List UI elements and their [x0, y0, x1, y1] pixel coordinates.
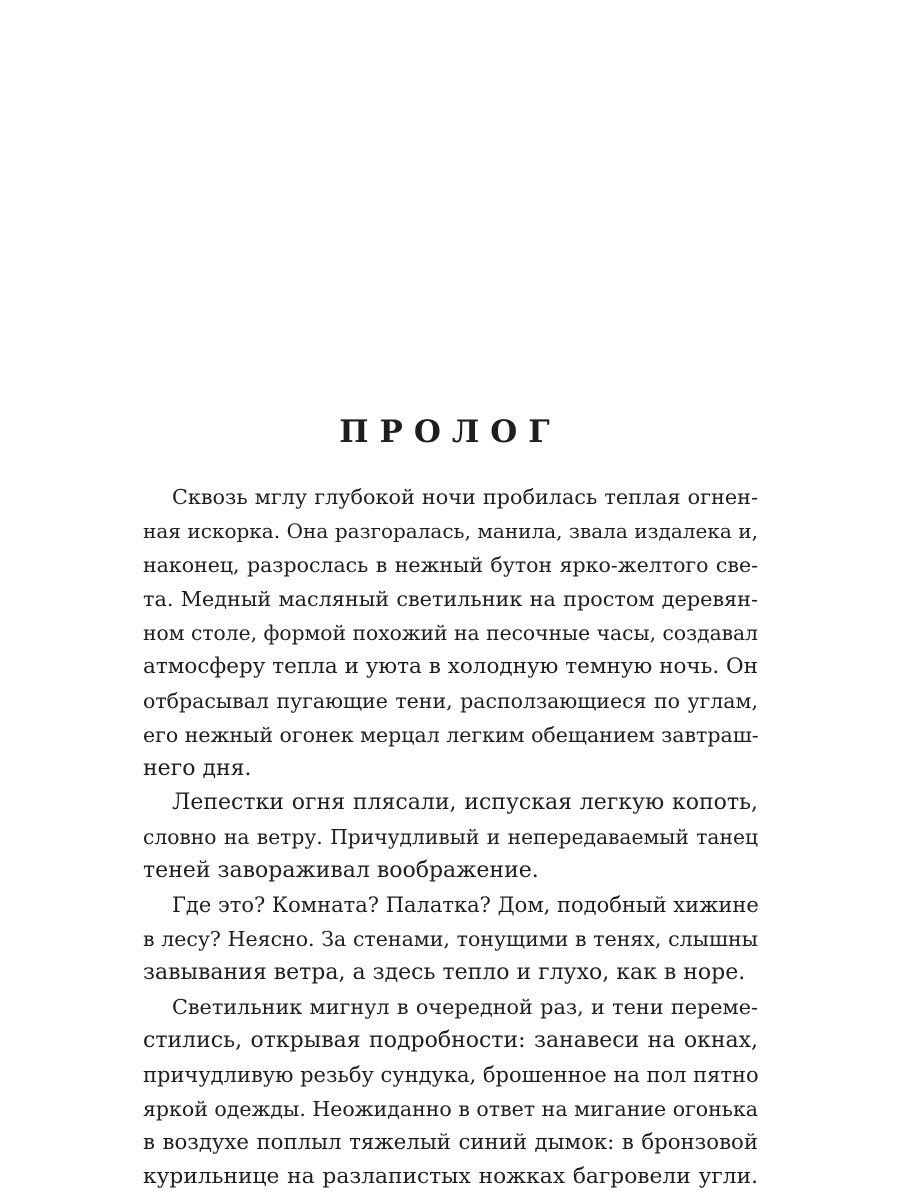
- text-line: стились, открывая подробности: занавеси на окнах,: [143, 1028, 758, 1053]
- text-line: словно на ветру. Причудливый и непередаваемый танец: [143, 825, 758, 849]
- text-line: него дня.: [143, 756, 252, 781]
- text-line: ном столе, формой похожий на песочные часы, создавал: [143, 621, 758, 645]
- text-line: теней завораживал воображение.: [143, 858, 539, 883]
- text-line: атмосферу тепла и уюта в холодную темную ночь. Он: [143, 654, 758, 679]
- text-line: отбрасывал пугающие тени, расползающиеся по углам,: [143, 689, 758, 713]
- text-line: Лепестки огня плясали, испуская легкую копоть,: [172, 790, 758, 815]
- text-line: та. Медный масляный светильник на простом деревян-: [143, 587, 758, 611]
- chapter-title: ПРОЛОГ: [339, 414, 561, 450]
- text-line: Где это? Комната? Палатка? Дом, подобный хижине: [172, 893, 759, 917]
- text-line: в воздухе поплыл тяжелый синий дымок: в бронзовой: [143, 1130, 758, 1155]
- text-line: причудливую резьбу сундука, брошенное на пол пятно: [143, 1063, 759, 1087]
- text-line: Сквозь мглу глубокой ночи пробилась теплая огнен-: [172, 485, 758, 509]
- text-line: его нежный огонек мерцал легким обещанием завтраш-: [143, 723, 759, 747]
- text-line: наконец, разрослась в нежный бутон ярко-желтого све-: [143, 553, 758, 577]
- text-line: завывания ветра, а здесь тепло и глухо, как в норе.: [143, 960, 746, 985]
- text-line: яркой одежды. Неожиданно в ответ на мигание огонька: [143, 1097, 758, 1121]
- text-line: ная искорка. Она разгоралась, манила, звала издалека и,: [143, 519, 758, 543]
- text-line: Светильник мигнул в очередной раз, и тени переме-: [172, 995, 758, 1019]
- text-line: курильнице на разлапистых ножках багровели угли.: [143, 1164, 758, 1189]
- text-line: в лесу? Неясно. За стенами, тонущими в тенях, слышны: [143, 927, 758, 951]
